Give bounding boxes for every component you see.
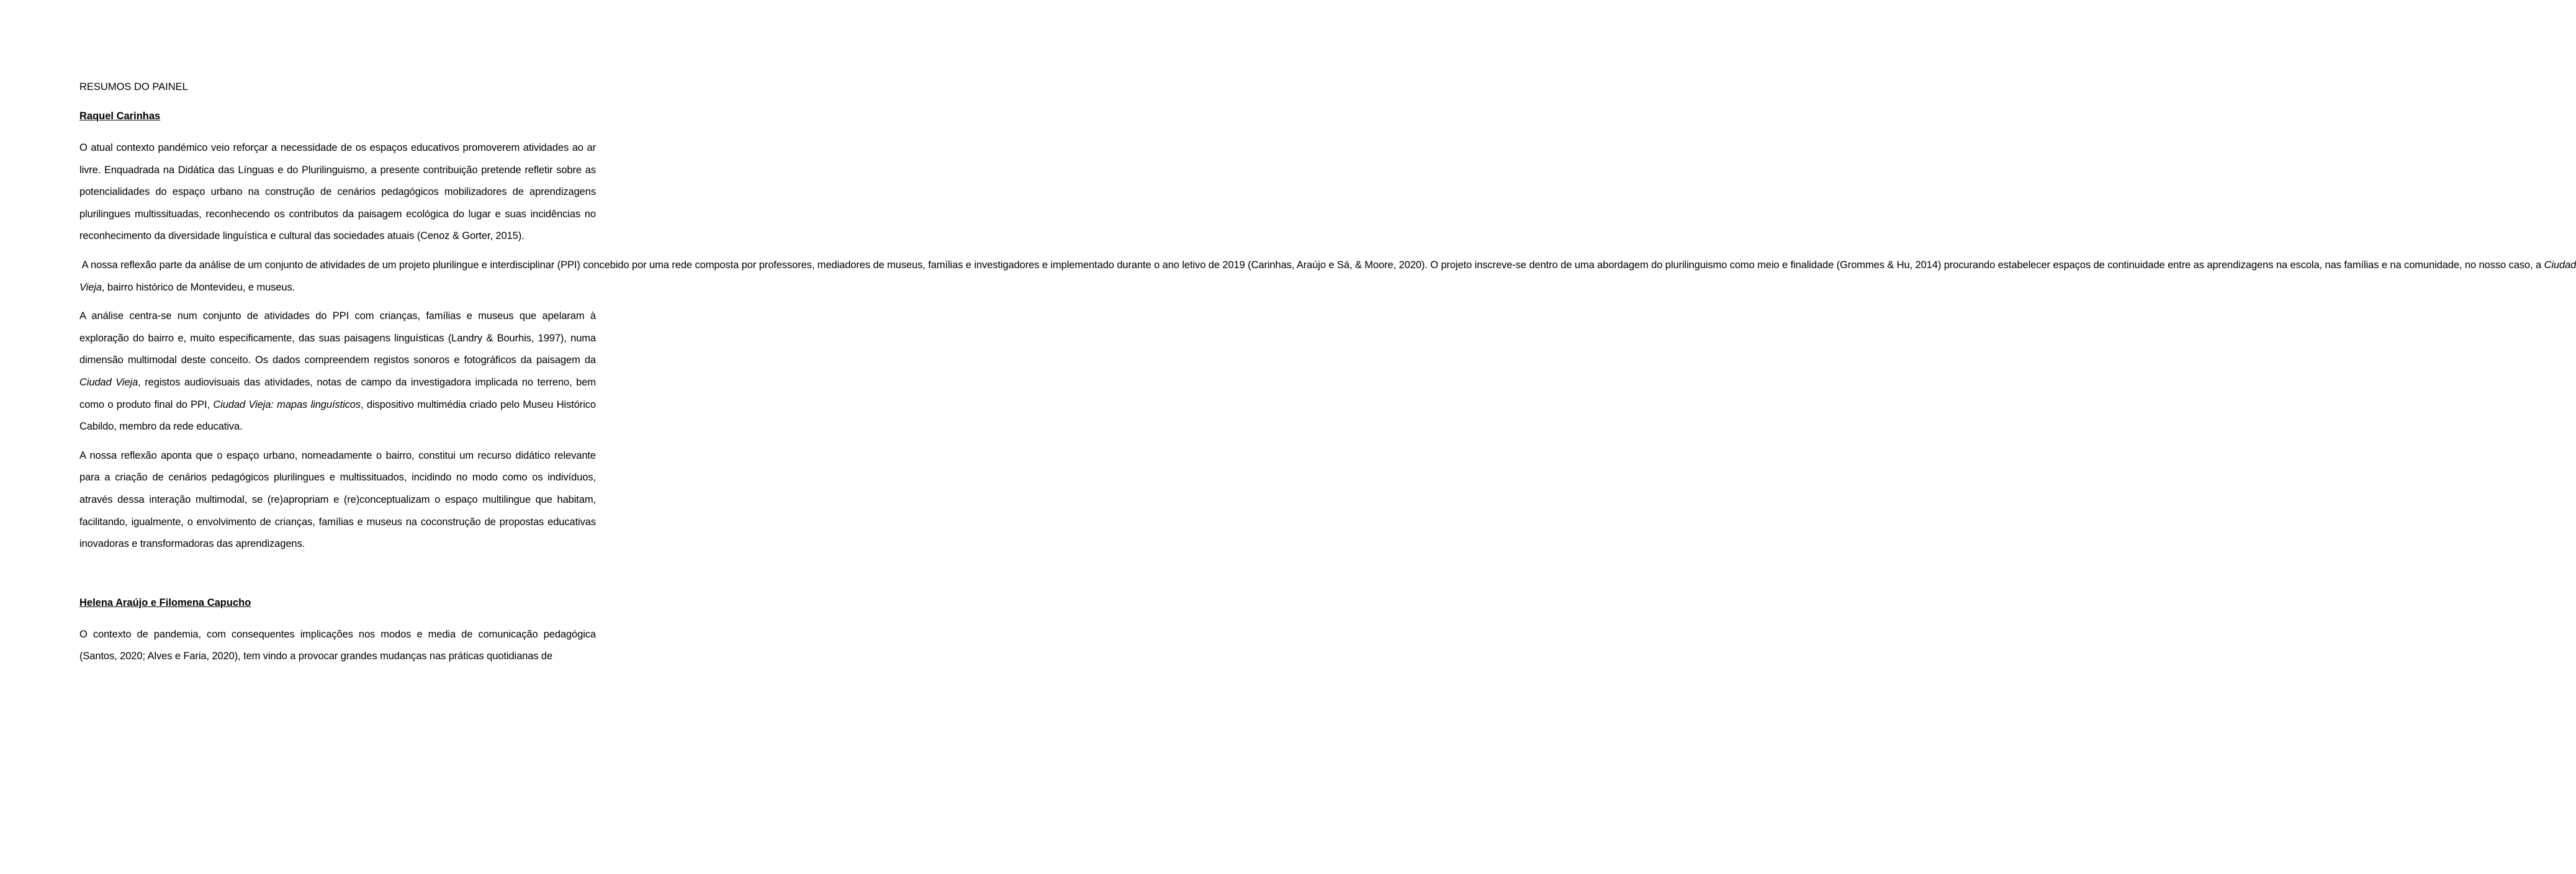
section-helena-araujo-filomena-capucho [79,595,596,668]
section-author: Raquel Carinhas [79,110,161,122]
paragraph [79,624,596,668]
text-run: A análise centra-se num conjunto de atividades do PPI com crianças, famílias e museus que apelaram à exploração do bairro e, muito especificamente, das suas paisagens linguísticas (Landry & Bourhis, 1997), numa dimensão multimodal deste conceito. Os dados compreendem registos sonoros e fotográficos da paisagem da [79,310,596,366]
text-run: , registos audiovisuais das atividades, notas de campo da investigadora implicada no terreno, bem como o produto final do PPI, [79,376,596,410]
paragraph [79,255,2576,299]
text-run: O contexto de pandemia, com consequentes implicações nos modos e media de comunicação pedagógica (Santos, 2020; Alves e Faria, 2020), tem vindo a provocar grandes mudanças nas práticas quotidianas de [79,628,596,662]
section-raquel-carinhas [79,109,2576,556]
document-title: RESUMOS DO PAINEL [79,81,188,92]
section-spacer [79,562,596,595]
text-run: O atual contexto pandémico veio reforçar a necessidade de os espaços educativos promoverem atividades ao ar livre. Enquadrada na Didática das Línguas e do Plurilinguismo, a presente contribuição pretende refletir sobre as potencialidades do espaço urbano na construção de cenários pedagógicos mobilizadores de aprendizagens plurilingues multissituadas, reconhecendo os contributos da paisagem ecológica do lugar e suas incidências no reconhecimento da diversidade linguística e cultural das sociedades atuais (Cenoz & Gorter, 2015). [79,142,596,242]
section-author: Helena Araújo e Filomena Capucho [79,597,251,608]
paragraph [79,305,596,438]
text-run: , dispositivo multimédia criado pelo Museu Histórico Cabildo, membro da rede educativa. [79,399,596,433]
italic-text-run: Ciudad Vieja [79,376,138,388]
text-run: A nossa reflexão aponta que o espaço urbano, nomeadamente o bairro, constitui um recurso didático relevante para a criação de cenários pedagógicos plurilingues e multissituados, incidindo no modo como os indivíduos, através dessa interação multimodal, se (re)apropriam e (re)conceptualizam o espaço multilingue que habitam, facilitando, igualmente, o envolvimento de crianças, famílias e museus na coconstrução de propostas educativas inovadoras e transformadoras das aprendizagens. [79,449,596,550]
document-page [79,79,2576,675]
italic-text-run: Ciudad Vieja [79,259,2576,293]
paragraph [79,137,596,248]
text-run: , bairro histórico de Montevideu, e museus. [101,281,295,293]
text-run: A nossa reflexão parte da análise de um conjunto de atividades de um projeto plurilingue e interdisciplinar (PPI) concebido por uma rede composta por professores, mediadores de museus, famílias e investigadores e implementado durante o ano letivo de 2019 (Carinhas, Araújo e Sá, & Moore, 2020). O projeto inscreve-se dentro de uma abordagem do plurilinguismo como meio e finalidade (Grommes & Hu, 2014) procurando estabelecer espaços de continuidade entre as aprendizagens na escola, nas famílias e na comunidade, no nosso caso, a [79,259,2544,271]
paragraph [79,445,596,556]
italic-text-run: Ciudad Vieja: mapas linguísticos [213,399,361,410]
